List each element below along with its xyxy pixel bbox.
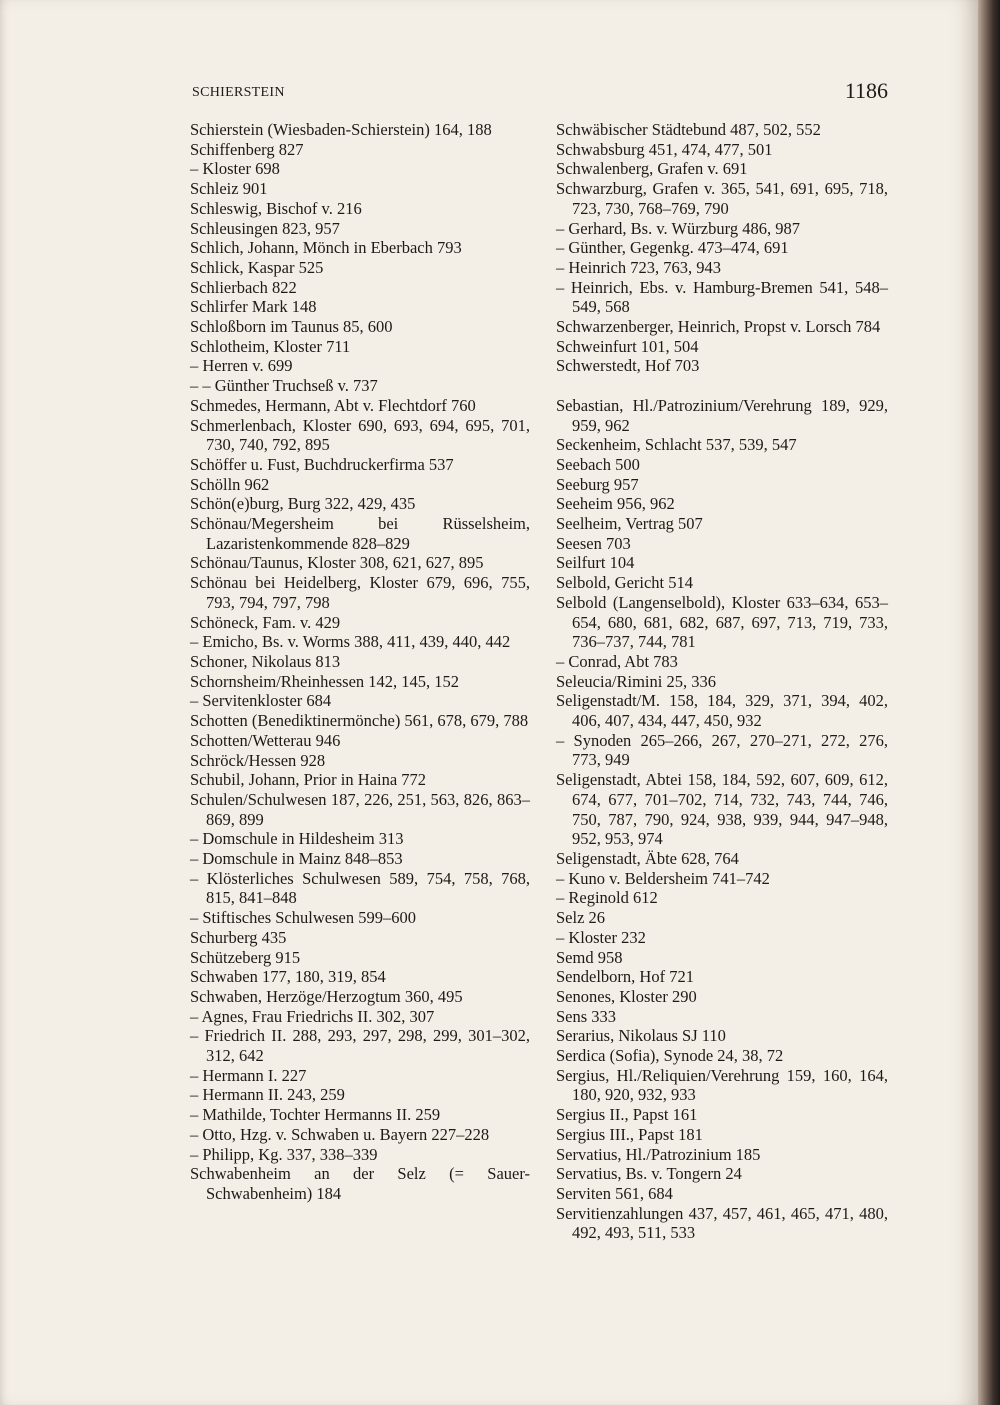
index-entry: Sens 333 bbox=[556, 1006, 617, 1026]
index-entry: Seligenstadt/M. 158, 184, 329, 371, 394, 402, 406, 407, 434, 447, 450, 932 bbox=[556, 691, 888, 731]
index-entry: Schröck/Hessen 928 bbox=[190, 750, 326, 770]
index-entry: Senones, Kloster 290 bbox=[556, 986, 697, 1006]
index-entry: – Friedrich II. 288, 293, 297, 298, 299, 301–302, 312, 642 bbox=[190, 1026, 530, 1066]
index-entry: Seilfurt 104 bbox=[556, 553, 635, 573]
index-entry: Schwalenberg, Grafen v. 691 bbox=[556, 159, 748, 179]
index-entry: – Kloster 698 bbox=[190, 159, 280, 179]
running-head: SCHIERSTEIN bbox=[192, 85, 285, 100]
index-entry: Sendelborn, Hof 721 bbox=[556, 967, 694, 987]
index-entry: Serarius, Nikolaus SJ 110 bbox=[556, 1026, 726, 1046]
index-entry: Sergius III., Papst 181 bbox=[556, 1124, 703, 1144]
index-entry: Schölln 962 bbox=[190, 474, 270, 494]
index-entry: – Stiftisches Schulwesen 599–600 bbox=[190, 908, 416, 928]
index-entry: Schleusingen 823, 957 bbox=[190, 218, 340, 238]
index-entry: – Hermann II. 243, 259 bbox=[190, 1085, 345, 1105]
index-entry: Schöffer u. Fust, Buchdruckerfirma 537 bbox=[190, 454, 454, 474]
index-entry: Seligenstadt, Abtei 158, 184, 592, 607, 609, 612, 674, 677, 701–702, 714, 732, 743, 744, 746, 750, 787, 790, 924, 938, 939, 944, 947–948, 952, 953, 974 bbox=[556, 770, 888, 849]
index-entry: – Klösterliches Schulwesen 589, 754, 758, 768, 815, 841–848 bbox=[190, 868, 530, 908]
index-entry: Schön(e)burg, Burg 322, 429, 435 bbox=[190, 494, 416, 514]
index-entry: Selbold (Langenselbold), Kloster 633–634, 653–654, 680, 681, 682, 687, 697, 713, 719, 733, 736–737, 744, 781 bbox=[556, 592, 888, 652]
index-entry: – Kloster 232 bbox=[556, 927, 646, 947]
index-entry: Schierstein (Wiesbaden-Schierstein) 164, 188 bbox=[190, 120, 492, 139]
index-entry: Schulen/Schulwesen 187, 226, 251, 563, 826, 863–869, 899 bbox=[190, 789, 530, 829]
index-entry: Schurberg 435 bbox=[190, 927, 287, 947]
index-entry: Seleucia/Rimini 25, 336 bbox=[556, 671, 716, 691]
index-entry: Schwabsburg 451, 474, 477, 501 bbox=[556, 139, 773, 159]
index-entry: Schönau bei Heidelberg, Kloster 679, 696, 755, 793, 794, 797, 798 bbox=[190, 573, 530, 612]
index-entry: – Domschule in Hildesheim 313 bbox=[190, 829, 404, 849]
index-entry: – Philipp, Kg. 337, 338–339 bbox=[190, 1144, 378, 1164]
index-entry: – Servitenkloster 684 bbox=[190, 691, 332, 711]
index-entry: – Gerhard, Bs. v. Würzburg 486, 987 bbox=[556, 218, 800, 238]
index-entry: Seeheim 956, 962 bbox=[556, 494, 675, 514]
index-entry: Schwaben 177, 180, 319, 854 bbox=[190, 967, 386, 987]
index-entry: Schiffenberg 827 bbox=[190, 139, 304, 159]
index-entry: Schönau/Taunus, Kloster 308, 621, 627, 895 bbox=[190, 553, 484, 573]
index-entry: – Hermann I. 227 bbox=[190, 1065, 307, 1085]
index-entry: – Günther, Gegenkg. 473–474, 691 bbox=[556, 238, 789, 258]
index-entry: – Synoden 265–266, 267, 270–271, 272, 276, 773, 949 bbox=[556, 730, 888, 770]
index-entry: Schwäbischer Städtebund 487, 502, 552 bbox=[556, 120, 821, 139]
index-entry: Schloßborn im Taunus 85, 600 bbox=[190, 317, 393, 337]
index-entry: Servatius, Bs. v. Tongern 24 bbox=[556, 1164, 742, 1184]
index-entry: Seebach 500 bbox=[556, 454, 640, 474]
index-entry: – Herren v. 699 bbox=[190, 356, 293, 376]
index-entry: – Heinrich, Ebs. v. Hamburg-Bremen 541, 548–549, 568 bbox=[556, 277, 888, 317]
index-entry: Schwarzburg, Grafen v. 365, 541, 691, 695, 718, 723, 730, 768–769, 790 bbox=[556, 179, 888, 218]
index-entry: – Kuno v. Beldersheim 741–742 bbox=[556, 868, 770, 888]
index-entry: Schützeberg 915 bbox=[190, 947, 301, 967]
index-entry: Serviten 561, 684 bbox=[556, 1183, 673, 1203]
index-entry: Schlotheim, Kloster 711 bbox=[190, 336, 351, 356]
index-entry: Serdica (Sofia), Synode 24, 38, 72 bbox=[556, 1046, 784, 1066]
index-entry: Schubil, Johann, Prior in Haina 772 bbox=[190, 770, 427, 790]
index-entry: – – Günther Truchseß v. 737 bbox=[190, 376, 378, 396]
index-entry: Selbold, Gericht 514 bbox=[556, 573, 694, 593]
index-entry: Sergius II., Papst 161 bbox=[556, 1105, 698, 1125]
index-entry: Schwarzenberger, Heinrich, Propst v. Lorsch 784 bbox=[556, 317, 881, 337]
index-entry: – Reginold 612 bbox=[556, 888, 658, 908]
index-entry: Seligenstadt, Äbte 628, 764 bbox=[556, 849, 739, 868]
index-entry: Schlirfer Mark 148 bbox=[190, 297, 317, 317]
index-entry: Schleswig, Bischof v. 216 bbox=[190, 198, 362, 218]
index-entry: Servatius, Hl./Patrozinium 185 bbox=[556, 1144, 761, 1164]
index-entry: Servitienzahlungen 437, 457, 461, 465, 471, 480, 492, 493, 511, 533 bbox=[556, 1203, 888, 1243]
index-entry: Schöneck, Fam. v. 429 bbox=[190, 612, 341, 632]
book-spine-edge bbox=[978, 0, 1000, 1405]
index-entry: – Mathilde, Tochter Hermanns II. 259 bbox=[190, 1105, 441, 1125]
index-column-right bbox=[556, 120, 888, 1243]
index-entry: Schleiz 901 bbox=[190, 179, 268, 199]
index-entry: Schotten (Benediktinermönche) 561, 678, 679, 788 bbox=[190, 711, 529, 731]
index-group-se bbox=[556, 396, 888, 1243]
index-group-schw bbox=[556, 120, 888, 376]
index-entry: Schweinfurt 101, 504 bbox=[556, 336, 699, 356]
index-entry: Schlick, Kaspar 525 bbox=[190, 257, 324, 277]
index-entry: Seelheim, Vertrag 507 bbox=[556, 514, 703, 534]
index-entry: Selz 26 bbox=[556, 908, 606, 928]
index-entry: – Otto, Hzg. v. Schwaben u. Bayern 227–228 bbox=[190, 1124, 490, 1144]
page-number: 1186 bbox=[844, 78, 888, 103]
index-entry: Seesen 703 bbox=[556, 533, 631, 553]
index-entry: Sergius, Hl./Reliquien/Verehrung 159, 160, 164, 180, 920, 932, 933 bbox=[556, 1065, 888, 1105]
index-entry: Schotten/Wetterau 946 bbox=[190, 730, 341, 750]
index-entry: – Domschule in Mainz 848–853 bbox=[190, 849, 403, 869]
index-entry: Semd 958 bbox=[556, 947, 623, 967]
index-entry: Schönau/Megersheim bei Rüsselsheim, Lazaristenkommende 828–829 bbox=[190, 514, 530, 553]
index-column-left bbox=[190, 120, 530, 1204]
index-entry: Schwabenheim an der Selz (= Sauer-Schwabenheim) 184 bbox=[190, 1164, 530, 1203]
index-entry: Schlich, Johann, Mönch in Eberbach 793 bbox=[190, 238, 462, 258]
index-entry: Schwerstedt, Hof 703 bbox=[556, 356, 700, 376]
index-entry: Seckenheim, Schlacht 537, 539, 547 bbox=[556, 435, 797, 455]
index-entry: Schornsheim/Rheinhessen 142, 145, 152 bbox=[190, 671, 460, 691]
index-entry: Schmerlenbach, Kloster 690, 693, 694, 695, 701, 730, 740, 792, 895 bbox=[190, 415, 530, 455]
index-entry: – Agnes, Frau Friedrichs II. 302, 307 bbox=[190, 1006, 435, 1026]
index-entry: Schlierbach 822 bbox=[190, 277, 297, 297]
index-entry: Schoner, Nikolaus 813 bbox=[190, 651, 341, 671]
group-spacer bbox=[556, 376, 888, 396]
index-entry: Schmedes, Hermann, Abt v. Flechtdorf 760 bbox=[190, 395, 476, 415]
index-entry: – Conrad, Abt 783 bbox=[556, 651, 678, 671]
index-entry: Sebastian, Hl./Patrozinium/Verehrung 189, 929, 959, 962 bbox=[556, 395, 888, 435]
index-entry: Seeburg 957 bbox=[556, 474, 639, 494]
index-entry: Schwaben, Herzöge/Herzogtum 360, 495 bbox=[190, 986, 463, 1006]
index-entry: – Heinrich 723, 763, 943 bbox=[556, 257, 721, 277]
index-entry: – Emicho, Bs. v. Worms 388, 411, 439, 440, 442 bbox=[190, 632, 511, 652]
